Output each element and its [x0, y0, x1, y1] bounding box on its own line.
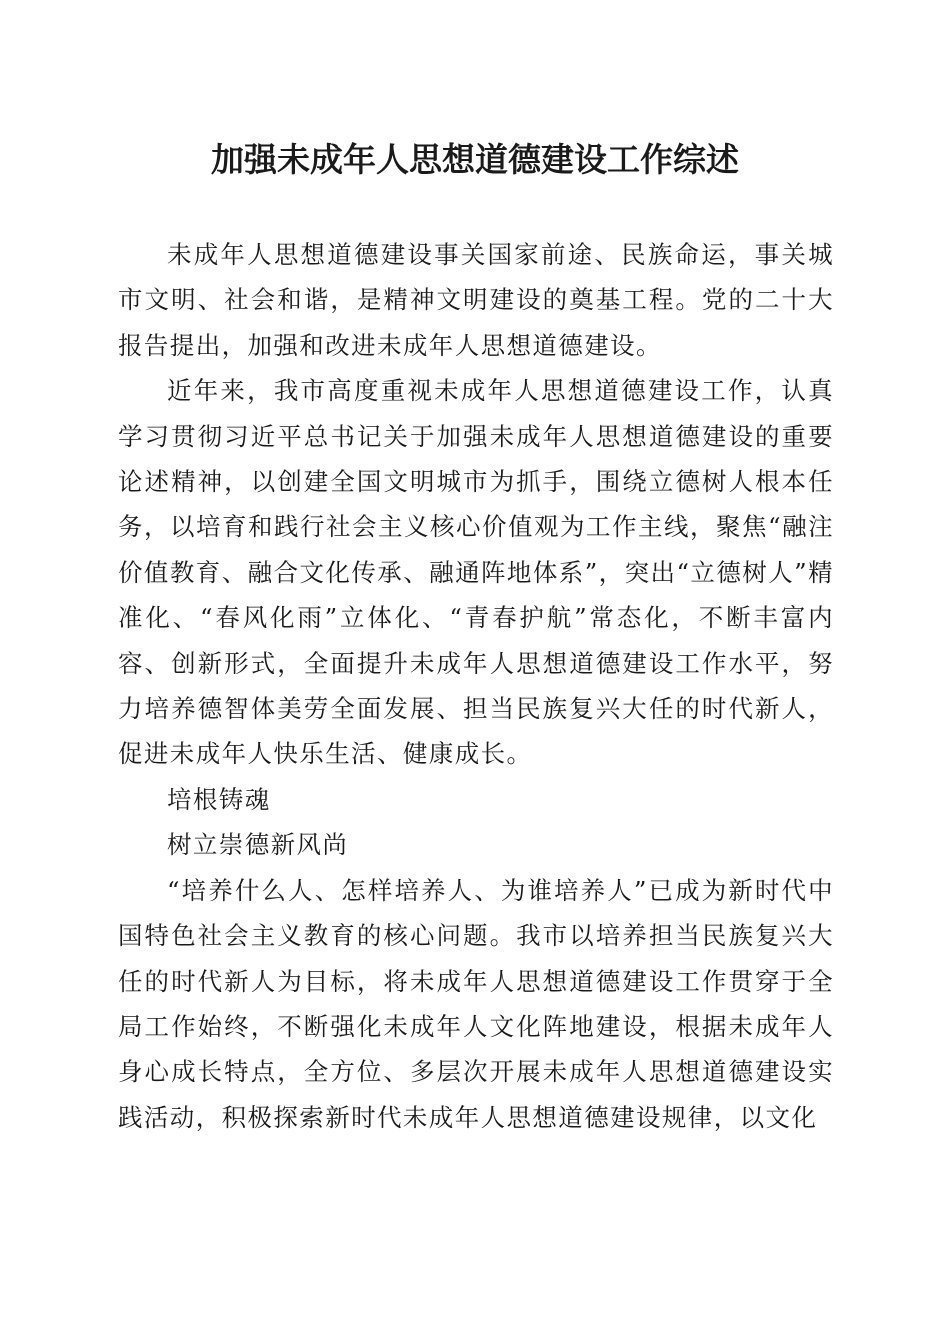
paragraph-overview: 近年来，我市高度重视未成年人思想道德建设工作，认真学习贯彻习近平总书记关于加强未成年人思想道德建设的重要论述精神，以创建全国文明城市为抓手，围绕立德树人根本任务，以培育和践行社会主义核心价值观为工作主线，聚焦“融注价值教育、融合文化传承、融通阵地体系”，突出“立德树人”精准化、“春风化雨”立体化、“青春护航”常态化，不断丰富内容、创新形式，全面提升未成年人思想道德建设工作水平，努力培养德智体美劳全面发展、担当民族复兴大任的时代新人，促进未成年人快乐生活、健康成长。	[118, 376, 834, 769]
document-body	[118, 232, 834, 1140]
section-heading-main: 培根铸魂	[167, 784, 271, 814]
paragraph-section-body: “培养什么人、怎样培养人、为谁培养人”已成为新时代中国特色社会主义教育的核心问题。我市以培养担当民族复兴大任的时代新人为目标，将未成年人思想道德建设工作贯穿于全局工作始终，不断强化未成年人文化阵地建设，根据未成年人身心成长特点，全方位、多层次开展未成年人思想道德建设实践活动，积极探索新时代未成年人思想道德建设规律，以文化	[118, 875, 834, 1132]
paragraph-intro: 未成年人思想道德建设事关国家前途、民族命运，事关城市文明、社会和谐，是精神文明建设的奠基工程。党的二十大报告提出，加强和改进未成年人思想道德建设。	[118, 240, 834, 360]
document-title: 加强未成年人思想道德建设工作综述	[211, 140, 739, 179]
section-heading-sub: 树立崇德新风尚	[167, 830, 349, 860]
